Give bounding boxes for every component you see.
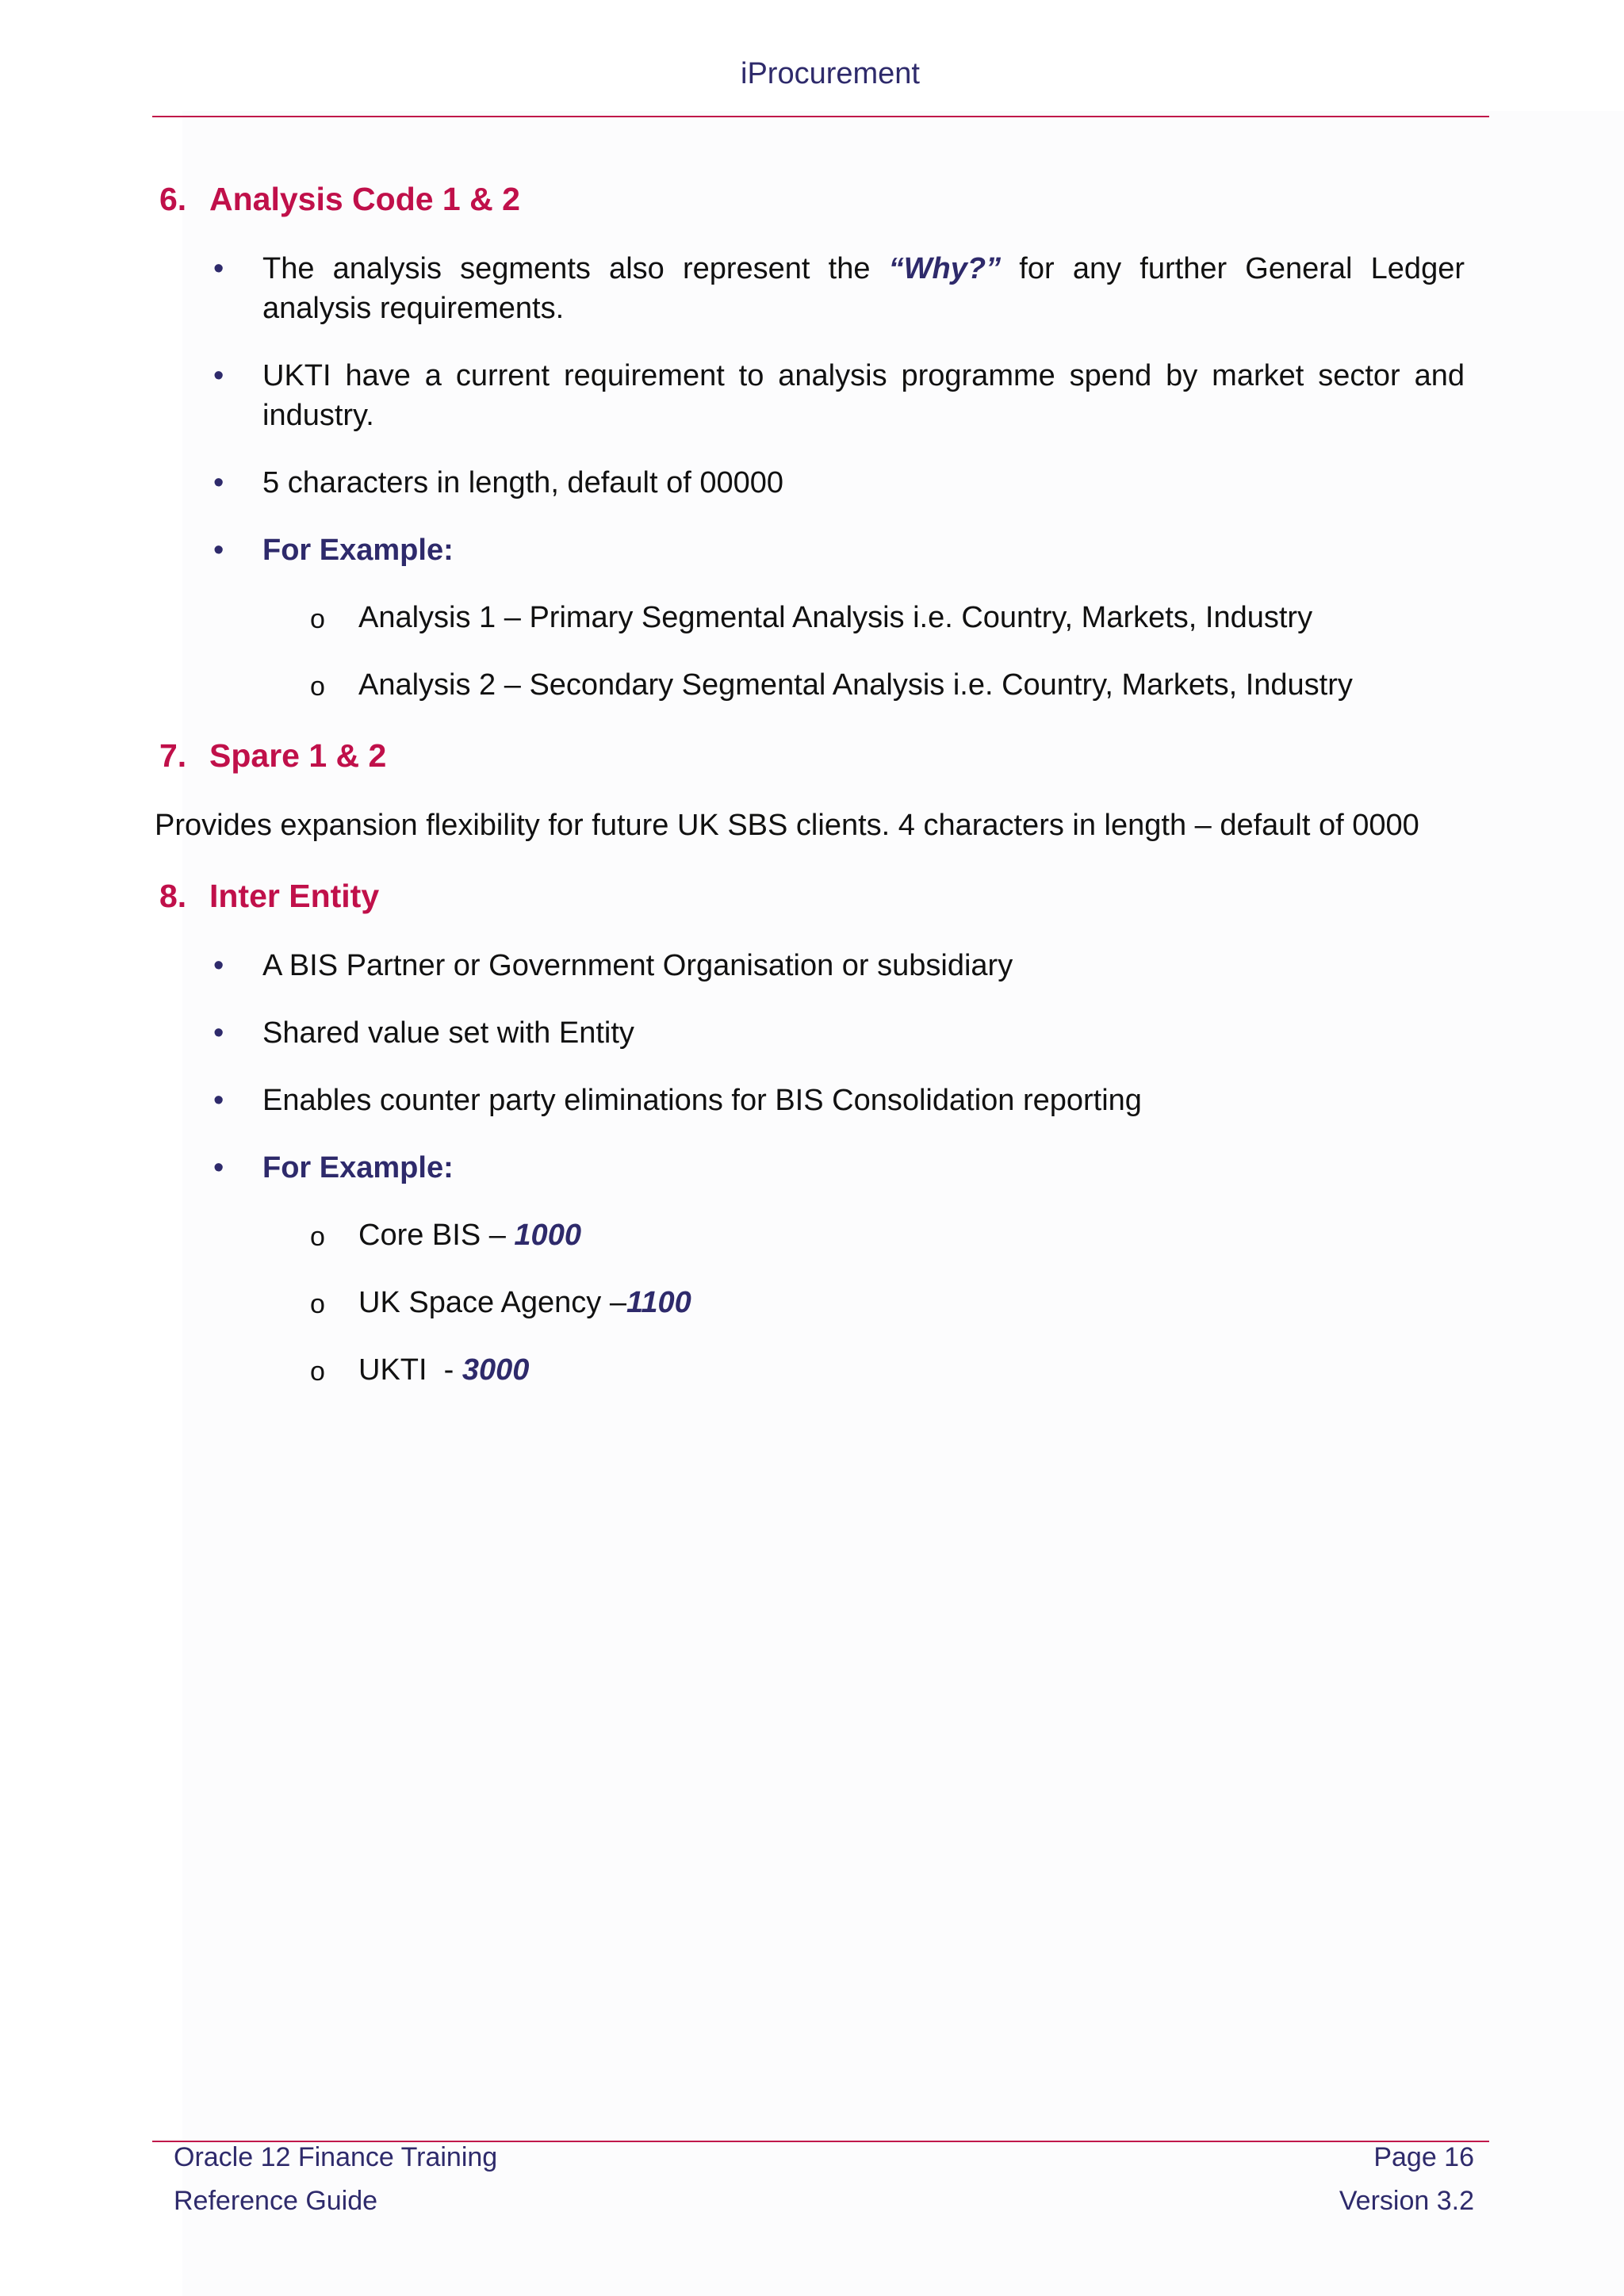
bullet-icon: • xyxy=(213,1084,224,1117)
sub-list-item xyxy=(155,1283,1471,1322)
entity-code: 1000 xyxy=(514,1219,581,1252)
list-item xyxy=(155,463,1471,503)
document-body xyxy=(155,176,1471,1418)
header-divider xyxy=(152,116,1489,117)
bullet-icon: • xyxy=(213,534,224,567)
circle-bullet-icon: o xyxy=(310,1357,325,1387)
bullet-text: A BIS Partner or Government Organisation or subsidiary xyxy=(262,949,1013,982)
entity-code: 3000 xyxy=(462,1353,530,1387)
sub-list-item xyxy=(155,1350,1471,1390)
footer-course-name: Oracle 12 Finance Training xyxy=(174,2142,498,2172)
bullet-icon: • xyxy=(213,466,224,499)
sub-list-item xyxy=(155,598,1471,637)
footer-doc-type: Reference Guide xyxy=(174,2186,378,2216)
bullet-text: Enables counter party eliminations for BIS Consolidation reporting xyxy=(262,1084,1142,1117)
bullet-text: Shared value set with Entity xyxy=(262,1016,634,1050)
circle-bullet-icon: o xyxy=(310,1222,325,1252)
section-6-heading xyxy=(159,176,1471,222)
circle-bullet-icon: o xyxy=(310,604,325,634)
bullet-text: 5 characters in length, default of 00000 xyxy=(262,466,784,499)
footer-row xyxy=(174,2186,1474,2217)
bullet-text: The analysis segments also represent the xyxy=(262,252,889,285)
bullet-icon: • xyxy=(213,1016,224,1050)
bullet-icon: • xyxy=(213,359,224,392)
list-item xyxy=(155,1081,1471,1120)
sub-list-item xyxy=(155,665,1471,705)
section-7-heading xyxy=(159,733,1471,779)
bullet-icon: • xyxy=(213,949,224,982)
list-item xyxy=(155,946,1471,985)
bullet-icon: • xyxy=(213,1151,224,1184)
list-item xyxy=(155,356,1471,435)
list-item xyxy=(155,249,1471,328)
bullet-text: UKTI have a current requirement to analysis programme spend by market sector and industry. xyxy=(262,359,1465,432)
bullet-icon: • xyxy=(213,252,224,285)
example-label: For Example: xyxy=(262,534,454,567)
section-number: 8. xyxy=(159,878,187,914)
section-number: 7. xyxy=(159,737,187,774)
entity-code: 1100 xyxy=(626,1286,691,1319)
sub-list-item xyxy=(155,1215,1471,1255)
section-title: Inter Entity xyxy=(209,878,380,914)
section-paragraph: Provides expansion flexibility for future UK SBS clients. 4 characters in length – default of 0000 xyxy=(155,809,1419,842)
section-8-heading xyxy=(159,873,1471,919)
section-title: Spare 1 & 2 xyxy=(209,737,387,774)
list-item xyxy=(155,1013,1471,1053)
sub-item-text: Analysis 1 – Primary Segmental Analysis i.e. Country, Markets, Industry xyxy=(358,601,1313,634)
sub-item-text: Analysis 2 – Secondary Segmental Analysis i.e. Country, Markets, Industry xyxy=(358,668,1353,702)
section-number: 6. xyxy=(159,181,187,217)
footer-page-number: Page 16 xyxy=(1373,2142,1474,2172)
section-title: Analysis Code 1 & 2 xyxy=(209,181,520,217)
list-item xyxy=(155,1148,1471,1188)
sub-item-text: UKTI - xyxy=(358,1353,462,1387)
bullet-text: for any further General Ledger analysis requirements. xyxy=(262,252,1465,325)
sub-item-text: Core BIS – xyxy=(358,1219,515,1252)
example-label: For Example: xyxy=(262,1151,454,1184)
footer-version: Version 3.2 xyxy=(1339,2186,1474,2216)
circle-bullet-icon: o xyxy=(310,1289,325,1319)
list-item xyxy=(155,530,1471,570)
sub-item-text: UK Space Agency – xyxy=(358,1286,626,1319)
page-header-title: iProcurement xyxy=(741,57,920,90)
footer-row xyxy=(174,2142,1474,2173)
emphasis-text: “Why?” xyxy=(888,252,1002,285)
circle-bullet-icon: o xyxy=(310,672,325,702)
